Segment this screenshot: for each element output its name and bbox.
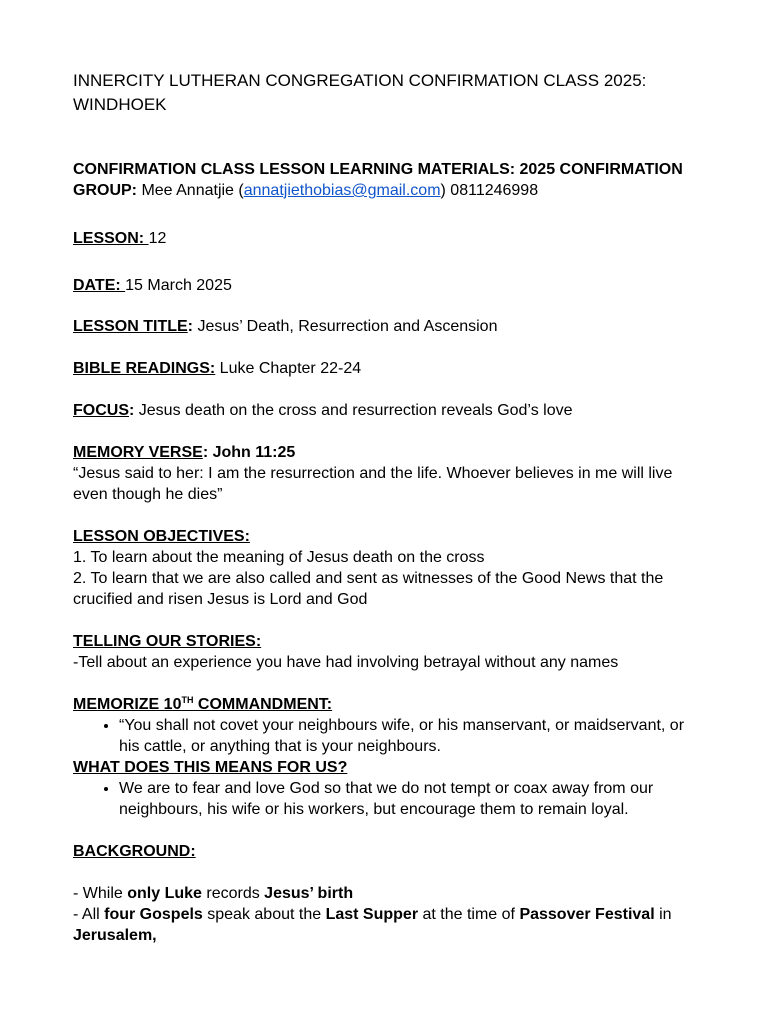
commandment-bullet: • “You shall not covet your neighbours wife, or his manservant, or maidservant, or his cattle, or anything that is your neighbours.	[119, 715, 703, 757]
focus-value: Jesus death on the cross and resurrection reveals God’s love	[134, 402, 573, 419]
lesson-title-line	[73, 316, 703, 337]
email-link[interactable]: annatjiethobias@gmail.com	[243, 182, 441, 199]
objective-item: 2. To learn that we are also called and sent as witnesses of the Good News that the crucified and risen Jesus is Lord and God	[73, 570, 664, 608]
teacher-name: Mee Annatjie (	[137, 182, 244, 199]
date-value: 15 March 2025	[125, 277, 232, 294]
meaning-label: WHAT DOES THIS MEANS FOR US?	[73, 759, 348, 776]
lesson-line	[73, 228, 703, 249]
commandment-section	[73, 694, 703, 820]
materials-heading: CONFIRMATION CLASS LESSON LEARNING MATERIALS: 2025 CONFIRMATION GROUP:	[73, 161, 683, 199]
page-title: INNERCITY LUTHERAN CONGREGATION CONFIRMATION CLASS 2025: WINDHOEK	[73, 71, 647, 114]
focus-label: FOCUS	[73, 402, 129, 419]
background-section	[73, 841, 703, 946]
date-label: DATE:	[73, 277, 126, 294]
background-line-2: - All four Gospels speak about the Last Supper at the time of Passover Festival in Jerusalem,	[73, 906, 672, 944]
memory-verse-label: MEMORY VERSE	[73, 444, 203, 461]
lesson-label: LESSON:	[73, 230, 149, 247]
materials-line	[73, 159, 703, 201]
memory-verse-section	[73, 442, 703, 505]
stories-label: TELLING OUR STORIES:	[73, 633, 262, 650]
objectives-label: LESSON OBJECTIVES:	[73, 528, 250, 545]
date-line	[73, 275, 703, 296]
objectives-section	[73, 526, 703, 610]
bible-readings-label: BIBLE READINGS:	[73, 360, 216, 377]
background-line-1: - While only Luke records Jesus’ birth	[73, 885, 354, 902]
lesson-value: 12	[148, 230, 167, 247]
stories-text: -Tell about an experience you have had involving betrayal without any names	[73, 654, 619, 671]
stories-section	[73, 631, 703, 673]
commandment-label: MEMORIZE 10TH COMMANDMENT:	[73, 695, 333, 713]
teacher-phone: ) 0811246998	[440, 182, 539, 199]
focus-colon: :	[129, 402, 135, 419]
objective-item: 1. To learn about the meaning of Jesus death on the cross	[73, 549, 485, 566]
document-page	[73, 69, 703, 946]
lesson-title-value: Jesus’ Death, Resurrection and Ascension	[193, 318, 498, 335]
lesson-title-label: LESSON TITLE	[73, 318, 188, 335]
bible-readings-line	[73, 358, 703, 379]
memory-verse-text: “Jesus said to her: I am the resurrection and the life. Whoever believes in me will live even though he dies”	[73, 465, 673, 503]
memory-verse-ref: : John 11:25	[202, 444, 296, 461]
bible-readings-value: Luke Chapter 22-24	[215, 360, 362, 377]
background-label: BACKGROUND:	[73, 843, 196, 860]
lesson-title-colon: :	[187, 318, 193, 335]
meaning-bullet: • We are to fear and love God so that we do not tempt or coax away from our neighbours, his wife or his workers, but encourage them to remain loyal.	[119, 778, 703, 820]
focus-line	[73, 400, 703, 421]
